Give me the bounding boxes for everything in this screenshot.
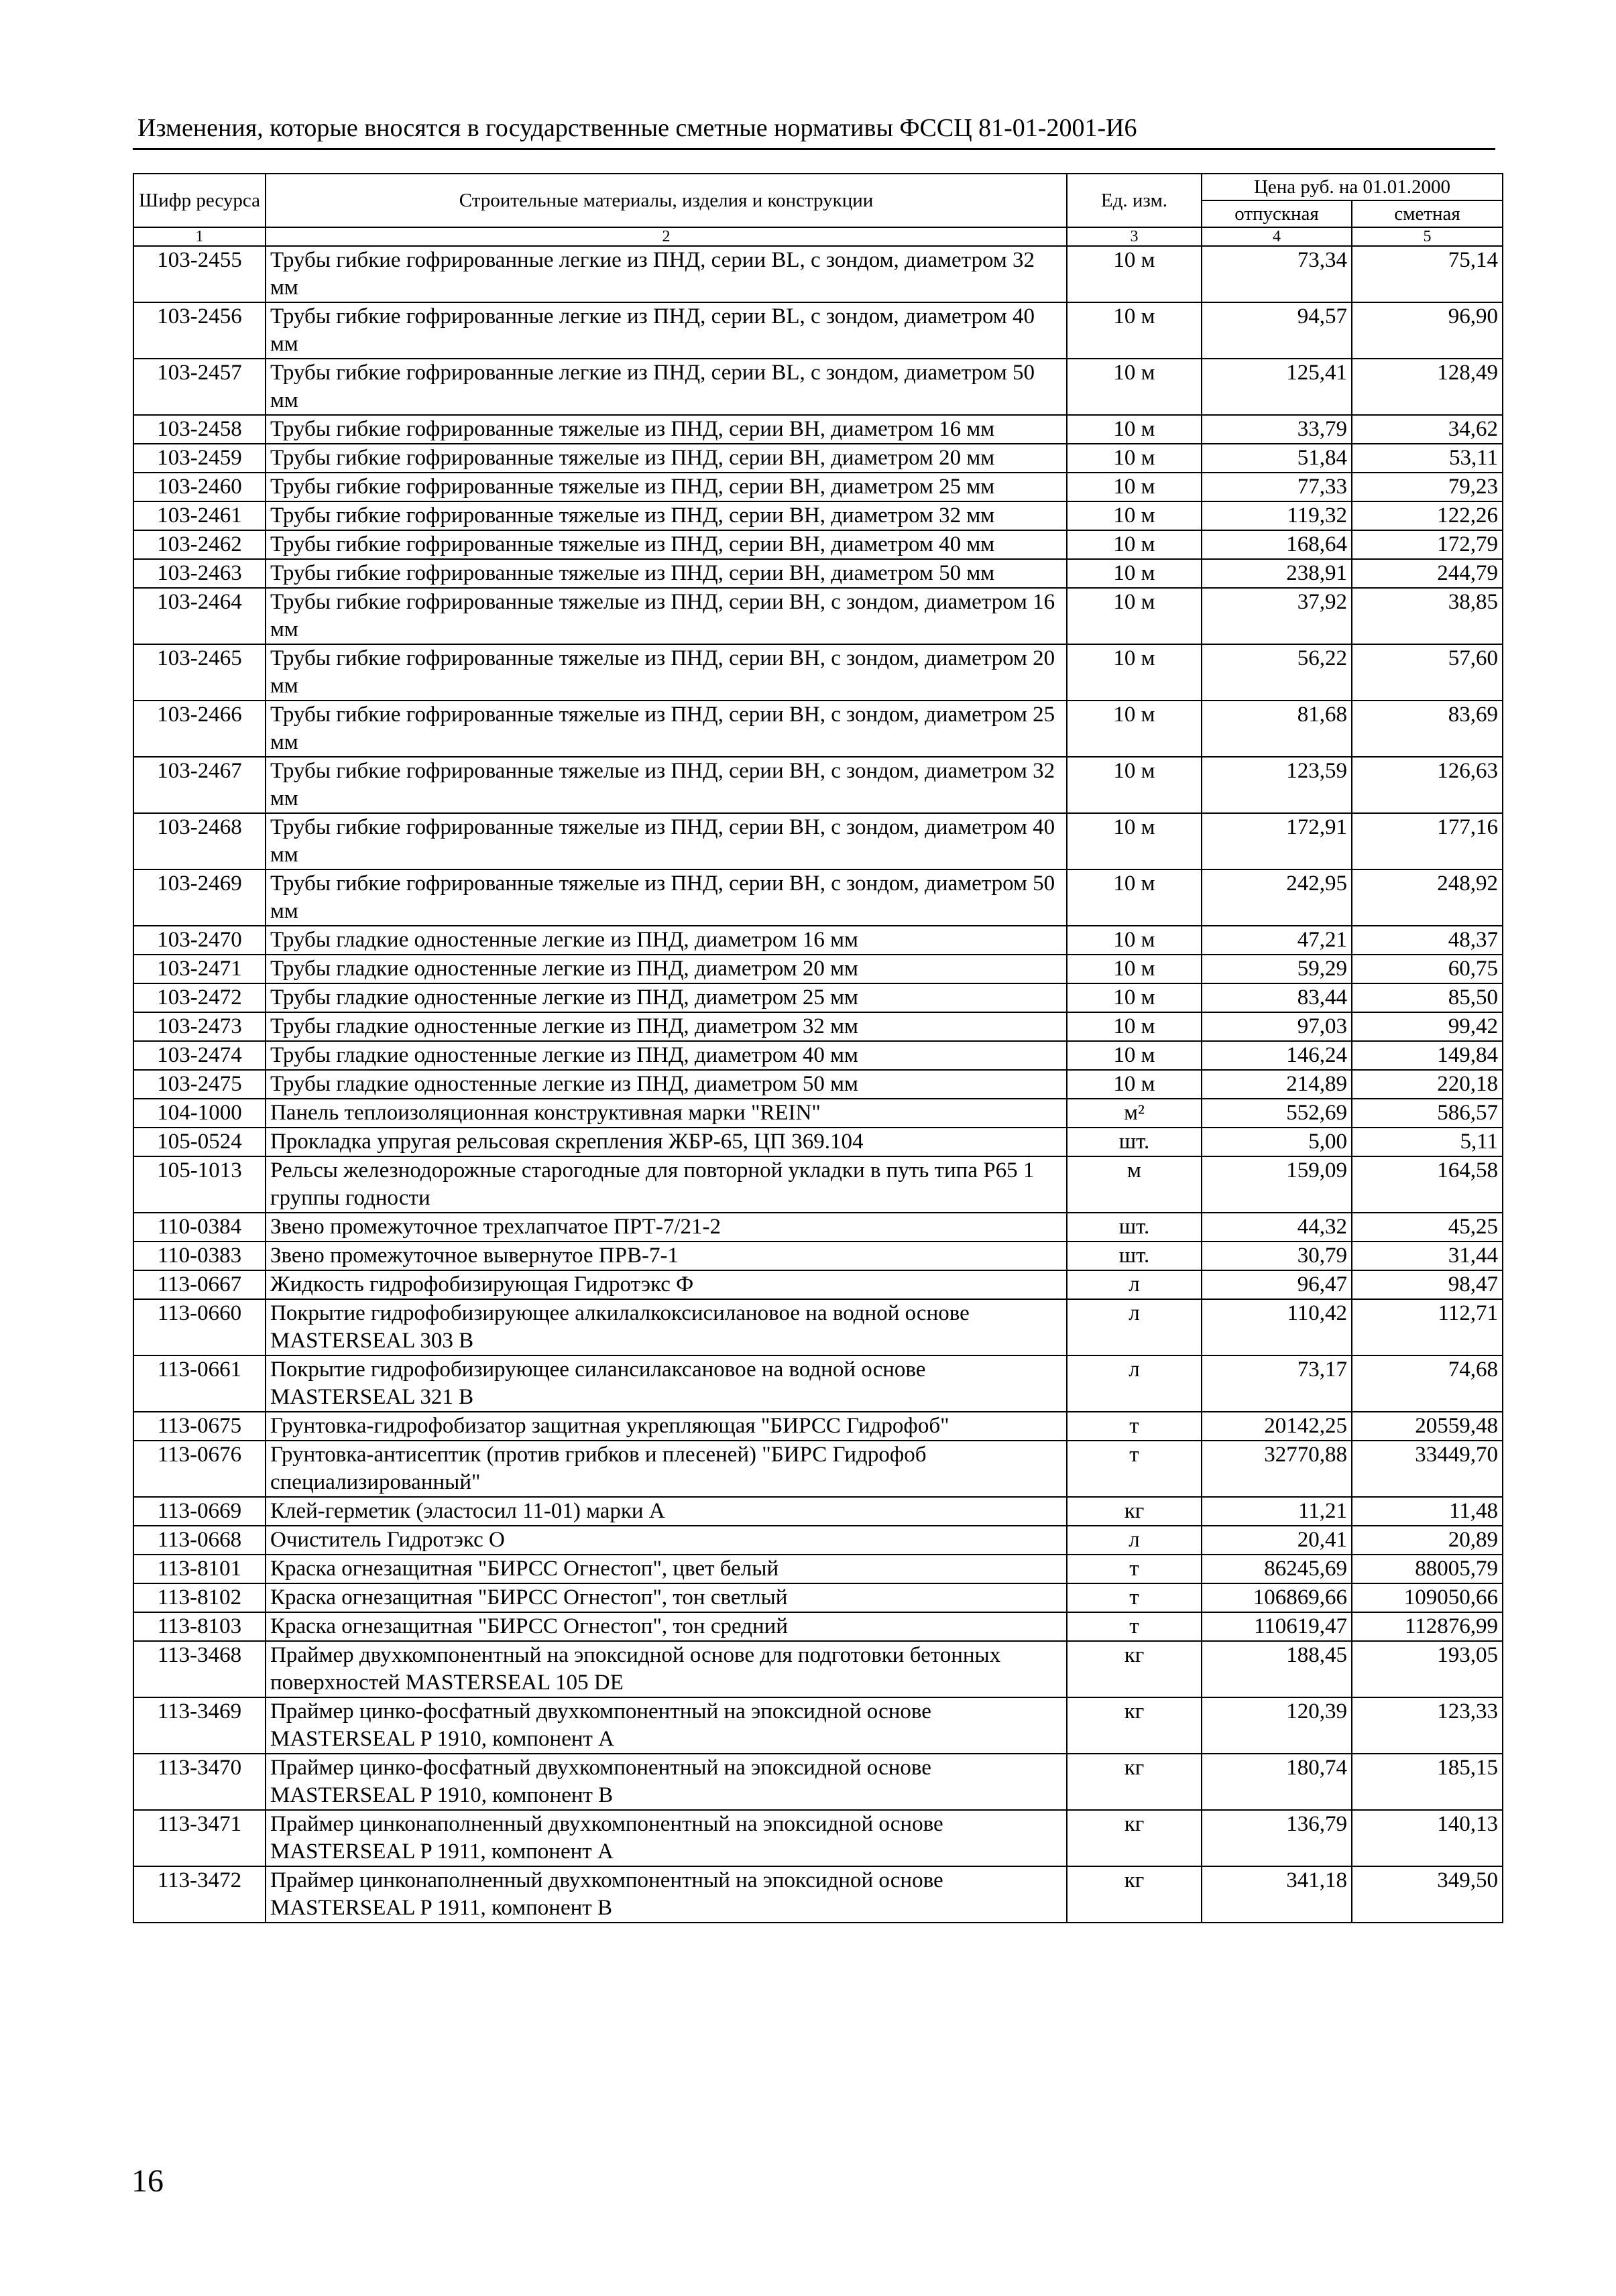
unit-cell: 10 м <box>1067 359 1202 415</box>
estimate-price-cell: 128,49 <box>1352 359 1503 415</box>
unit-cell: кг <box>1067 1866 1202 1923</box>
resource-code-cell: 103-2466 <box>133 701 266 757</box>
resource-table <box>133 173 1503 1923</box>
table-row <box>133 869 1503 926</box>
material-name-cell: Звено промежуточное вывернутое ПРВ-7-1 <box>266 1242 1067 1270</box>
material-name-cell: Очиститель Гидротэкс О <box>266 1526 1067 1555</box>
table-row <box>133 955 1503 983</box>
unit-cell: м <box>1067 1156 1202 1213</box>
estimate-price-cell: 349,50 <box>1352 1866 1503 1923</box>
release-price-cell: 20142,25 <box>1202 1412 1352 1441</box>
material-name-cell: Трубы гибкие гофрированные тяжелые из ПНД, серии ВН, диаметром 20 мм <box>266 444 1067 473</box>
release-price-cell: 119,32 <box>1202 501 1352 530</box>
table-row <box>133 1866 1503 1923</box>
release-price-cell: 94,57 <box>1202 302 1352 359</box>
unit-cell: м² <box>1067 1099 1202 1128</box>
release-price-cell: 238,91 <box>1202 559 1352 588</box>
resource-code-cell: 103-2469 <box>133 869 266 926</box>
resource-code-cell: 113-8102 <box>133 1583 266 1612</box>
material-name-cell: Трубы гибкие гофрированные тяжелые из ПНД, серии ВН, с зондом, диаметром 40 мм <box>266 813 1067 869</box>
unit-cell: т <box>1067 1412 1202 1441</box>
resource-code-cell: 103-2460 <box>133 473 266 501</box>
estimate-price-cell: 193,05 <box>1352 1641 1503 1697</box>
release-price-cell: 168,64 <box>1202 530 1352 559</box>
table-body <box>133 246 1503 1923</box>
table-row <box>133 1355 1503 1412</box>
material-name-cell: Праймер цинко-фосфатный двухкомпонентный на эпоксидной основе MASTERSEAL P 1910, компонент А <box>266 1697 1067 1754</box>
release-price-cell: 97,03 <box>1202 1012 1352 1041</box>
unit-cell: л <box>1067 1270 1202 1299</box>
estimate-price-cell: 20559,48 <box>1352 1412 1503 1441</box>
table-row <box>133 701 1503 757</box>
unit-cell: 10 м <box>1067 1012 1202 1041</box>
estimate-price-cell: 98,47 <box>1352 1270 1503 1299</box>
release-price-cell: 214,89 <box>1202 1070 1352 1099</box>
unit-cell: 10 м <box>1067 473 1202 501</box>
material-name-cell: Трубы гибкие гофрированные тяжелые из ПНД, серии ВН, диаметром 32 мм <box>266 501 1067 530</box>
resource-code-cell: 103-2461 <box>133 501 266 530</box>
resource-code-cell: 103-2475 <box>133 1070 266 1099</box>
estimate-price-cell: 11,48 <box>1352 1497 1503 1526</box>
release-price-cell: 32770,88 <box>1202 1441 1352 1497</box>
table-row <box>133 1041 1503 1070</box>
resource-code-cell: 103-2465 <box>133 644 266 701</box>
table-row <box>133 1099 1503 1128</box>
unit-cell: кг <box>1067 1697 1202 1754</box>
unit-cell: 10 м <box>1067 530 1202 559</box>
estimate-price-cell: 99,42 <box>1352 1012 1503 1041</box>
estimate-price-cell: 5,11 <box>1352 1128 1503 1156</box>
estimate-price-cell: 38,85 <box>1352 588 1503 644</box>
estimate-price-cell: 60,75 <box>1352 955 1503 983</box>
unit-cell: т <box>1067 1555 1202 1583</box>
table-row <box>133 1497 1503 1526</box>
resource-code-cell: 110-0383 <box>133 1242 266 1270</box>
release-price-cell: 5,00 <box>1202 1128 1352 1156</box>
material-name-cell: Трубы гибкие гофрированные тяжелые из ПНД, серии ВН, с зондом, диаметром 50 мм <box>266 869 1067 926</box>
unit-cell: л <box>1067 1526 1202 1555</box>
estimate-price-cell: 244,79 <box>1352 559 1503 588</box>
table-row <box>133 1697 1503 1754</box>
table-row <box>133 444 1503 473</box>
estimate-price-cell: 45,25 <box>1352 1213 1503 1242</box>
unit-cell: 10 м <box>1067 501 1202 530</box>
release-price-cell: 159,09 <box>1202 1156 1352 1213</box>
resource-code-cell: 113-0667 <box>133 1270 266 1299</box>
estimate-price-cell: 75,14 <box>1352 246 1503 302</box>
column-header-name: Строительные материалы, изделия и конструкции <box>266 174 1067 227</box>
release-price-cell: 59,29 <box>1202 955 1352 983</box>
resource-code-cell: 113-8103 <box>133 1612 266 1641</box>
release-price-cell: 86245,69 <box>1202 1555 1352 1583</box>
table-header <box>133 174 1503 246</box>
estimate-price-cell: 140,13 <box>1352 1810 1503 1866</box>
resource-code-cell: 103-2458 <box>133 415 266 444</box>
column-header-price-group: Цена руб. на 01.01.2000 <box>1202 174 1503 200</box>
release-price-cell: 33,79 <box>1202 415 1352 444</box>
column-number: 1 <box>133 227 266 246</box>
estimate-price-cell: 74,68 <box>1352 1355 1503 1412</box>
unit-cell: 10 м <box>1067 869 1202 926</box>
release-price-cell: 56,22 <box>1202 644 1352 701</box>
estimate-price-cell: 164,58 <box>1352 1156 1503 1213</box>
table-row <box>133 1555 1503 1583</box>
table-row <box>133 588 1503 644</box>
estimate-price-cell: 123,33 <box>1352 1697 1503 1754</box>
resource-code-cell: 113-3472 <box>133 1866 266 1923</box>
unit-cell: шт. <box>1067 1213 1202 1242</box>
resource-code-cell: 113-3471 <box>133 1810 266 1866</box>
estimate-price-cell: 85,50 <box>1352 983 1503 1012</box>
table-row <box>133 1128 1503 1156</box>
material-name-cell: Трубы гибкие гофрированные тяжелые из ПНД, серии ВН, с зондом, диаметром 32 мм <box>266 757 1067 813</box>
unit-cell: т <box>1067 1583 1202 1612</box>
material-name-cell: Жидкость гидрофобизирующая Гидротэкс Ф <box>266 1270 1067 1299</box>
table-row <box>133 813 1503 869</box>
material-name-cell: Праймер цинконаполненный двухкомпонентный на эпоксидной основе MASTERSEAL P 1911, компонент В <box>266 1866 1067 1923</box>
estimate-price-cell: 53,11 <box>1352 444 1503 473</box>
resource-code-cell: 113-0675 <box>133 1412 266 1441</box>
material-name-cell: Трубы гибкие гофрированные тяжелые из ПНД, серии ВН, диаметром 25 мм <box>266 473 1067 501</box>
material-name-cell: Трубы гладкие одностенные легкие из ПНД, диаметром 20 мм <box>266 955 1067 983</box>
table-row <box>133 501 1503 530</box>
resource-code-cell: 103-2474 <box>133 1041 266 1070</box>
release-price-cell: 146,24 <box>1202 1041 1352 1070</box>
table-row <box>133 926 1503 955</box>
estimate-price-cell: 248,92 <box>1352 869 1503 926</box>
estimate-price-cell: 88005,79 <box>1352 1555 1503 1583</box>
resource-code-cell: 105-0524 <box>133 1128 266 1156</box>
resource-code-cell: 103-2459 <box>133 444 266 473</box>
estimate-price-cell: 586,57 <box>1352 1099 1503 1128</box>
resource-code-cell: 103-2455 <box>133 246 266 302</box>
release-price-cell: 242,95 <box>1202 869 1352 926</box>
table-row <box>133 359 1503 415</box>
table-row <box>133 1156 1503 1213</box>
unit-cell: л <box>1067 1355 1202 1412</box>
column-number: 3 <box>1067 227 1202 246</box>
column-header-price-release: отпускная <box>1202 200 1352 227</box>
unit-cell: кг <box>1067 1641 1202 1697</box>
material-name-cell: Трубы гибкие гофрированные тяжелые из ПНД, серии ВН, с зондом, диаметром 16 мм <box>266 588 1067 644</box>
table-row <box>133 1441 1503 1497</box>
estimate-price-cell: 31,44 <box>1352 1242 1503 1270</box>
resource-code-cell: 113-3470 <box>133 1754 266 1810</box>
resource-code-cell: 113-3469 <box>133 1697 266 1754</box>
material-name-cell: Трубы гибкие гофрированные тяжелые из ПНД, серии ВН, с зондом, диаметром 25 мм <box>266 701 1067 757</box>
release-price-cell: 47,21 <box>1202 926 1352 955</box>
material-name-cell: Покрытие гидрофобизирующее силансилаксановое на водной основе MASTERSEAL 321 В <box>266 1355 1067 1412</box>
table-row <box>133 1810 1503 1866</box>
material-name-cell: Трубы гибкие гофрированные легкие из ПНД, серии BL, с зондом, диаметром 32 мм <box>266 246 1067 302</box>
estimate-price-cell: 57,60 <box>1352 644 1503 701</box>
resource-code-cell: 113-0661 <box>133 1355 266 1412</box>
estimate-price-cell: 220,18 <box>1352 1070 1503 1099</box>
unit-cell: 10 м <box>1067 302 1202 359</box>
unit-cell: 10 м <box>1067 813 1202 869</box>
release-price-cell: 83,44 <box>1202 983 1352 1012</box>
resource-code-cell: 103-2468 <box>133 813 266 869</box>
material-name-cell: Звено промежуточное трехлапчатое ПРТ-7/21-2 <box>266 1213 1067 1242</box>
unit-cell: 10 м <box>1067 644 1202 701</box>
release-price-cell: 552,69 <box>1202 1099 1352 1128</box>
resource-code-cell: 103-2471 <box>133 955 266 983</box>
table-row <box>133 983 1503 1012</box>
column-header-price-estimate: сметная <box>1352 200 1503 227</box>
unit-cell: шт. <box>1067 1128 1202 1156</box>
release-price-cell: 11,21 <box>1202 1497 1352 1526</box>
table-row <box>133 1242 1503 1270</box>
material-name-cell: Трубы гибкие гофрированные тяжелые из ПНД, серии ВН, диаметром 50 мм <box>266 559 1067 588</box>
material-name-cell: Краска огнезащитная "БИРСС Огнестоп", цвет белый <box>266 1555 1067 1583</box>
unit-cell: 10 м <box>1067 1070 1202 1099</box>
material-name-cell: Праймер цинко-фосфатный двухкомпонентный на эпоксидной основе MASTERSEAL P 1910, компонент В <box>266 1754 1067 1810</box>
material-name-cell: Рельсы железнодорожные старогодные для повторной укладки в путь типа Р65 1 группы годности <box>266 1156 1067 1213</box>
material-name-cell: Праймер цинконаполненный двухкомпонентный на эпоксидной основе MASTERSEAL P 1911, компонент А <box>266 1810 1067 1866</box>
estimate-price-cell: 83,69 <box>1352 701 1503 757</box>
table-row <box>133 1754 1503 1810</box>
unit-cell: т <box>1067 1441 1202 1497</box>
column-header-code: Шифр ресурса <box>133 174 266 227</box>
release-price-cell: 37,92 <box>1202 588 1352 644</box>
release-price-cell: 123,59 <box>1202 757 1352 813</box>
resource-code-cell: 103-2456 <box>133 302 266 359</box>
resource-code-cell: 103-2463 <box>133 559 266 588</box>
resource-code-cell: 103-2472 <box>133 983 266 1012</box>
unit-cell: 10 м <box>1067 246 1202 302</box>
estimate-price-cell: 172,79 <box>1352 530 1503 559</box>
material-name-cell: Прокладка упругая рельсовая скрепления ЖБР-65, ЦП 369.104 <box>266 1128 1067 1156</box>
release-price-cell: 110,42 <box>1202 1299 1352 1355</box>
table-row <box>133 559 1503 588</box>
material-name-cell: Краска огнезащитная "БИРСС Огнестоп", тон светлый <box>266 1583 1067 1612</box>
table-row <box>133 757 1503 813</box>
unit-cell: 10 м <box>1067 444 1202 473</box>
material-name-cell: Грунтовка-антисептик (против грибков и плесеней) "БИРС Гидрофоб специализированный" <box>266 1441 1067 1497</box>
resource-code-cell: 103-2457 <box>133 359 266 415</box>
material-name-cell: Трубы гибкие гофрированные легкие из ПНД, серии BL, с зондом, диаметром 40 мм <box>266 302 1067 359</box>
table-row <box>133 1526 1503 1555</box>
table-row <box>133 302 1503 359</box>
release-price-cell: 30,79 <box>1202 1242 1352 1270</box>
resource-code-cell: 103-2470 <box>133 926 266 955</box>
resource-code-cell: 113-0676 <box>133 1441 266 1497</box>
unit-cell: шт. <box>1067 1242 1202 1270</box>
material-name-cell: Панель теплоизоляционная конструктивная марки "REIN" <box>266 1099 1067 1128</box>
table-row <box>133 1070 1503 1099</box>
table-row <box>133 1299 1503 1355</box>
estimate-price-cell: 79,23 <box>1352 473 1503 501</box>
material-name-cell: Краска огнезащитная "БИРСС Огнестоп", тон средний <box>266 1612 1067 1641</box>
table-row <box>133 473 1503 501</box>
unit-cell: т <box>1067 1612 1202 1641</box>
material-name-cell: Клей-герметик (эластосил 11-01) марки А <box>266 1497 1067 1526</box>
estimate-price-cell: 96,90 <box>1352 302 1503 359</box>
unit-cell: 10 м <box>1067 588 1202 644</box>
release-price-cell: 110619,47 <box>1202 1612 1352 1641</box>
resource-code-cell: 103-2467 <box>133 757 266 813</box>
estimate-price-cell: 112,71 <box>1352 1299 1503 1355</box>
estimate-price-cell: 177,16 <box>1352 813 1503 869</box>
release-price-cell: 341,18 <box>1202 1866 1352 1923</box>
column-number: 4 <box>1202 227 1352 246</box>
table-row <box>133 1270 1503 1299</box>
resource-code-cell: 104-1000 <box>133 1099 266 1128</box>
table-row <box>133 246 1503 302</box>
material-name-cell: Трубы гибкие гофрированные тяжелые из ПНД, серии ВН, диаметром 16 мм <box>266 415 1067 444</box>
release-price-cell: 120,39 <box>1202 1697 1352 1754</box>
unit-cell: 10 м <box>1067 983 1202 1012</box>
release-price-cell: 44,32 <box>1202 1213 1352 1242</box>
page-header: Изменения, которые вносятся в государственные сметные нормативы ФССЦ 81-01-2001-И6 <box>137 114 1137 142</box>
table-row <box>133 1213 1503 1242</box>
unit-cell: кг <box>1067 1754 1202 1810</box>
material-name-cell: Трубы гладкие одностенные легкие из ПНД, диаметром 40 мм <box>266 1041 1067 1070</box>
release-price-cell: 106869,66 <box>1202 1583 1352 1612</box>
release-price-cell: 51,84 <box>1202 444 1352 473</box>
column-number: 5 <box>1352 227 1503 246</box>
estimate-price-cell: 122,26 <box>1352 501 1503 530</box>
unit-cell: 10 м <box>1067 757 1202 813</box>
release-price-cell: 136,79 <box>1202 1810 1352 1866</box>
estimate-price-cell: 109050,66 <box>1352 1583 1503 1612</box>
resource-code-cell: 110-0384 <box>133 1213 266 1242</box>
table-row <box>133 530 1503 559</box>
release-price-cell: 73,34 <box>1202 246 1352 302</box>
resource-code-cell: 103-2464 <box>133 588 266 644</box>
table-row <box>133 1012 1503 1041</box>
material-name-cell: Трубы гладкие одностенные легкие из ПНД, диаметром 16 мм <box>266 926 1067 955</box>
material-name-cell: Покрытие гидрофобизирующее алкилалкоксисилановое на водной основе MASTERSEAL 303 В <box>266 1299 1067 1355</box>
release-price-cell: 188,45 <box>1202 1641 1352 1697</box>
table-row <box>133 1612 1503 1641</box>
estimate-price-cell: 33449,70 <box>1352 1441 1503 1497</box>
unit-cell: 10 м <box>1067 926 1202 955</box>
release-price-cell: 172,91 <box>1202 813 1352 869</box>
unit-cell: 10 м <box>1067 955 1202 983</box>
estimate-price-cell: 112876,99 <box>1352 1612 1503 1641</box>
release-price-cell: 77,33 <box>1202 473 1352 501</box>
table-row <box>133 1641 1503 1697</box>
unit-cell: 10 м <box>1067 415 1202 444</box>
column-number: 2 <box>266 227 1067 246</box>
material-name-cell: Трубы гибкие гофрированные тяжелые из ПНД, серии ВН, с зондом, диаметром 20 мм <box>266 644 1067 701</box>
unit-cell: 10 м <box>1067 559 1202 588</box>
release-price-cell: 20,41 <box>1202 1526 1352 1555</box>
unit-cell: кг <box>1067 1497 1202 1526</box>
estimate-price-cell: 149,84 <box>1352 1041 1503 1070</box>
unit-cell: л <box>1067 1299 1202 1355</box>
unit-cell: 10 м <box>1067 701 1202 757</box>
header-divider <box>133 148 1495 150</box>
release-price-cell: 73,17 <box>1202 1355 1352 1412</box>
resource-code-cell: 113-0668 <box>133 1526 266 1555</box>
resource-code-cell: 113-8101 <box>133 1555 266 1583</box>
release-price-cell: 96,47 <box>1202 1270 1352 1299</box>
estimate-price-cell: 20,89 <box>1352 1526 1503 1555</box>
material-name-cell: Трубы гладкие одностенные легкие из ПНД, диаметром 50 мм <box>266 1070 1067 1099</box>
release-price-cell: 81,68 <box>1202 701 1352 757</box>
estimate-price-cell: 126,63 <box>1352 757 1503 813</box>
resource-code-cell: 113-0669 <box>133 1497 266 1526</box>
table-row <box>133 644 1503 701</box>
estimate-price-cell: 185,15 <box>1352 1754 1503 1810</box>
resource-code-cell: 105-1013 <box>133 1156 266 1213</box>
unit-cell: 10 м <box>1067 1041 1202 1070</box>
resource-code-cell: 103-2462 <box>133 530 266 559</box>
estimate-price-cell: 48,37 <box>1352 926 1503 955</box>
column-header-unit: Ед. изм. <box>1067 174 1202 227</box>
table-row <box>133 415 1503 444</box>
material-name-cell: Грунтовка-гидрофобизатор защитная укрепляющая "БИРСС Гидрофоб" <box>266 1412 1067 1441</box>
resource-code-cell: 113-0660 <box>133 1299 266 1355</box>
resource-code-cell: 103-2473 <box>133 1012 266 1041</box>
material-name-cell: Трубы гладкие одностенные легкие из ПНД, диаметром 32 мм <box>266 1012 1067 1041</box>
resource-code-cell: 113-3468 <box>133 1641 266 1697</box>
unit-cell: кг <box>1067 1810 1202 1866</box>
release-price-cell: 180,74 <box>1202 1754 1352 1810</box>
material-name-cell: Трубы гибкие гофрированные легкие из ПНД, серии BL, с зондом, диаметром 50 мм <box>266 359 1067 415</box>
material-name-cell: Трубы гибкие гофрированные тяжелые из ПНД, серии ВН, диаметром 40 мм <box>266 530 1067 559</box>
page-number: 16 <box>131 2163 164 2199</box>
release-price-cell: 125,41 <box>1202 359 1352 415</box>
table-row <box>133 1583 1503 1612</box>
material-name-cell: Праймер двухкомпонентный на эпоксидной основе для подготовки бетонных поверхностей MASTERSEAL 105 DE <box>266 1641 1067 1697</box>
estimate-price-cell: 34,62 <box>1352 415 1503 444</box>
material-name-cell: Трубы гладкие одностенные легкие из ПНД, диаметром 25 мм <box>266 983 1067 1012</box>
table-row <box>133 1412 1503 1441</box>
